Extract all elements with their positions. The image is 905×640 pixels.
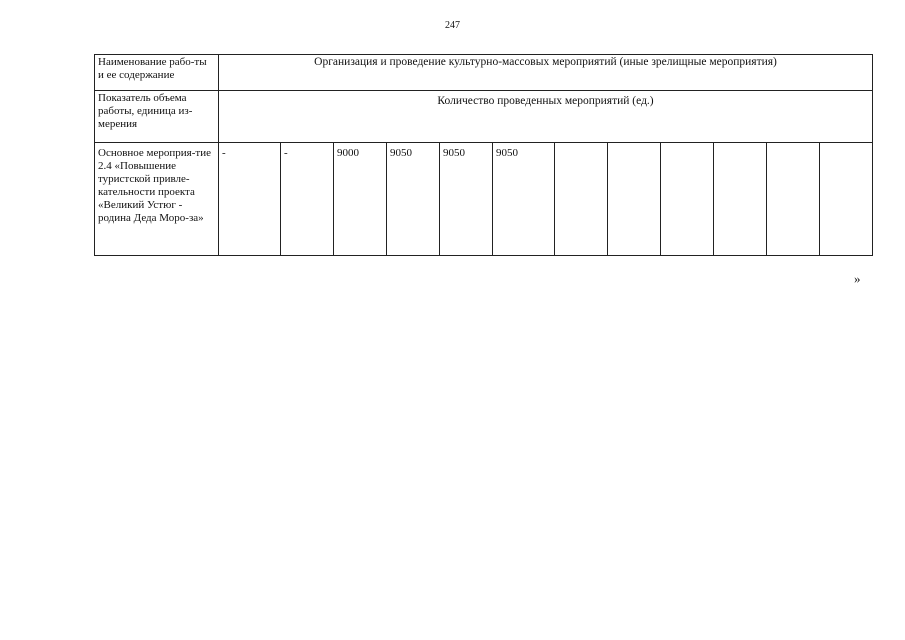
value-cell-10 — [714, 143, 767, 256]
indicator-label: Показатель объема работы, единица из-мерения — [95, 91, 219, 143]
value-cell-2: - — [281, 143, 334, 256]
value-cell-4: 9050 — [387, 143, 440, 256]
page-number: 247 — [445, 20, 460, 31]
activity-row — [95, 143, 873, 256]
value-cell-3: 9000 — [334, 143, 387, 256]
value-cell-12 — [820, 143, 873, 256]
value-cell-11 — [767, 143, 820, 256]
work-name-label: Наименование рабо-ты и ее содержание — [95, 55, 219, 91]
value-cell-5: 9050 — [440, 143, 493, 256]
indicator-value: Количество проведенных мероприятий (ед.) — [219, 91, 873, 143]
closing-quote-mark: » — [854, 271, 861, 286]
value-cell-1: - — [219, 143, 281, 256]
indicator-table — [94, 54, 873, 256]
work-name-row — [95, 55, 873, 91]
value-cell-8 — [608, 143, 661, 256]
value-cell-7 — [555, 143, 608, 256]
activity-label: Основное мероприя-тие 2.4 «Повышение туристской привле-кательности проекта «Великий Устюг - родина Деда Моро-за» — [95, 143, 219, 256]
indicator-row — [95, 91, 873, 143]
work-name-value: Организация и проведение культурно-массовых мероприятий (иные зрелищные мероприятия) — [219, 55, 873, 91]
value-cell-9 — [661, 143, 714, 256]
value-cell-6: 9050 — [493, 143, 555, 256]
